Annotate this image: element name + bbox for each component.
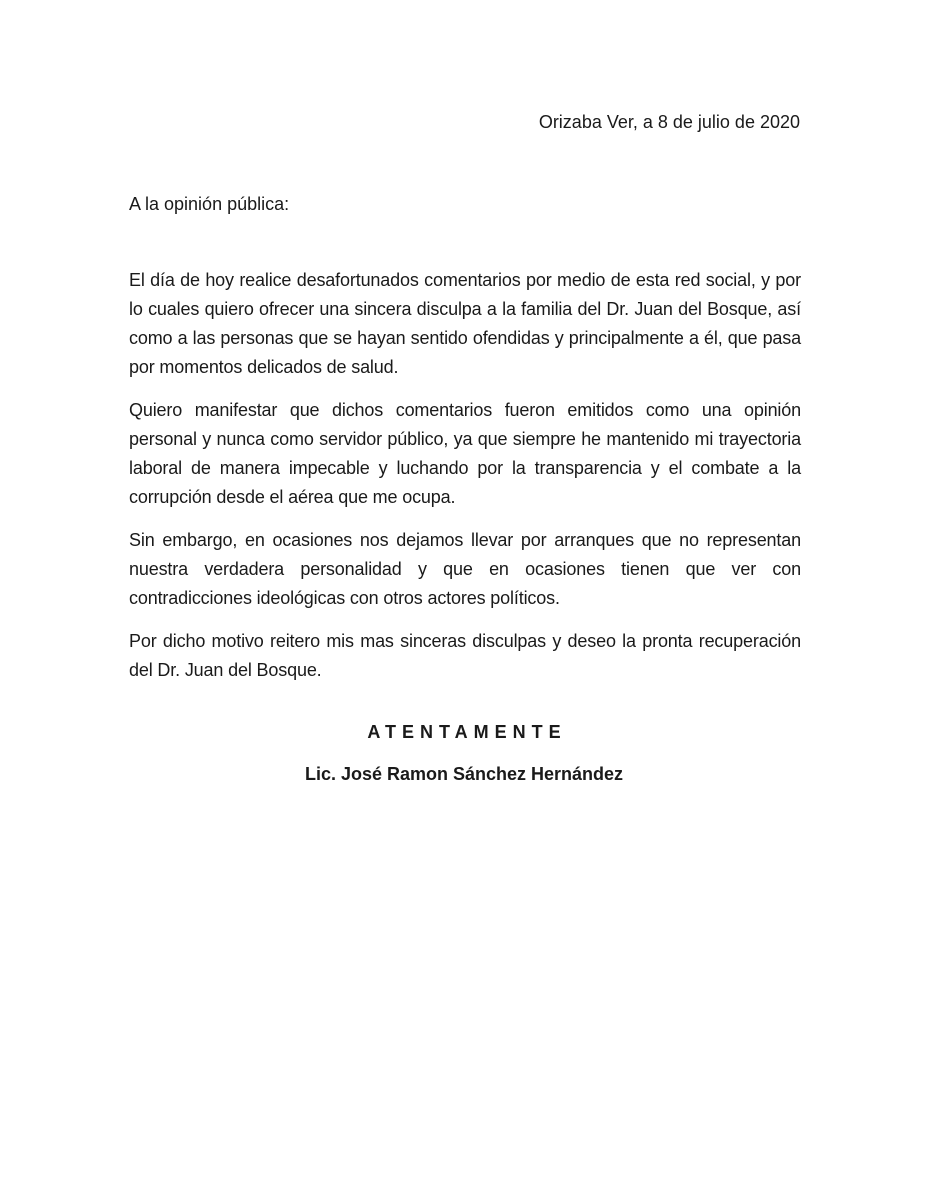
paragraph-clarification: Quiero manifestar que dichos comentarios fueron emitidos como una opinión personal y nunca como servidor público, ya que siempre he mantenido mi trayectoria laboral de manera impecable y luchando por la transparencia y el combate a la corrupción desde el aérea que me ocupa. xyxy=(129,400,801,507)
signer-name: Lic. José Ramon Sánchez Hernández xyxy=(304,764,624,784)
letter-body xyxy=(129,266,801,699)
paragraph-apology: El día de hoy realice desafortunados comentarios por medio de esta red social, y por lo cuales quiero ofrecer una sincera disculpa a la familia del Dr. Juan del Bosque, así como a las personas que se hayan sentido ofendidas y principalmente a él, que pasa por momentos delicados de salud. xyxy=(129,270,801,377)
place-date: Orizaba Ver, a 8 de julio de 2020 xyxy=(538,112,800,132)
salutation: A la opinión pública: xyxy=(129,194,290,214)
closing-word: ATENTAMENTE xyxy=(367,722,567,742)
paragraph-closing-remarks: Por dicho motivo reitero mis mas sinceras disculpas y deseo la pronta recuperación del Dr. Juan del Bosque. xyxy=(129,631,801,680)
paragraph-explanation: Sin embargo, en ocasiones nos dejamos llevar por arranques que no representan nuestra verdadera personalidad y que en ocasiones tienen que ver con contradicciones ideológicas con otros actores políticos. xyxy=(129,530,801,608)
